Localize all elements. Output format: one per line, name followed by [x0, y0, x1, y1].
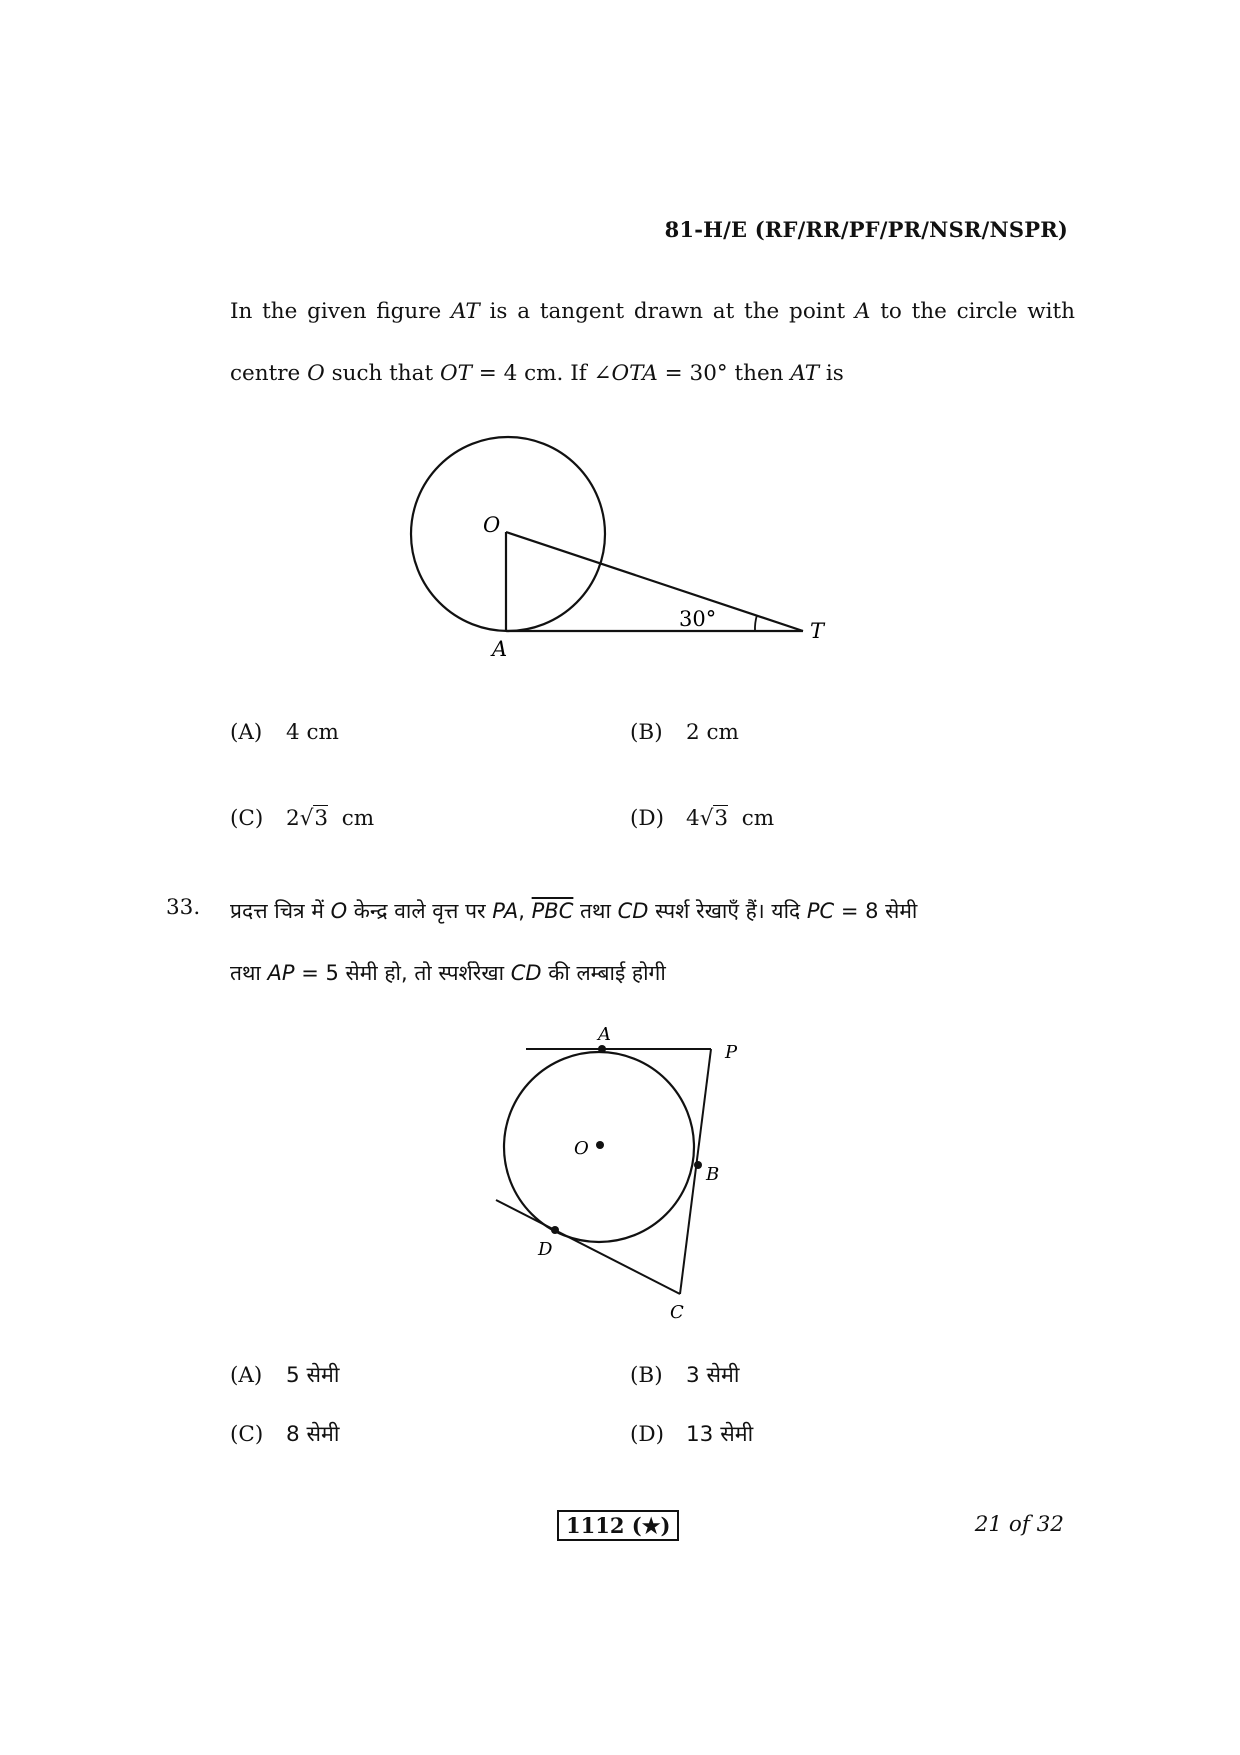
q32-option-b[interactable]: (B) 2 cm — [630, 720, 739, 745]
booklet-code-box: 1112 (★) — [557, 1510, 679, 1541]
label-b: B — [706, 1164, 720, 1185]
label-a: A — [492, 637, 508, 661]
question-32-line-2: centre O such that OT = 4 cm. If ∠OTA = 30° then AT is — [230, 361, 844, 386]
point-b — [694, 1161, 702, 1169]
angle-label: 30° — [679, 607, 717, 631]
point-a — [598, 1045, 606, 1053]
question-33-number: 33. — [166, 895, 201, 920]
point-o — [596, 1141, 604, 1149]
label-c: C — [670, 1302, 684, 1323]
label-t: T — [810, 619, 825, 643]
q32-option-a[interactable]: (A) 4 cm — [230, 720, 339, 745]
q32-option-c[interactable]: (C) 2√3 cm — [230, 806, 375, 831]
q32-option-d[interactable]: (D) 4√3 cm — [630, 806, 775, 831]
question-33-line-2: तथा AP = 5 सेमी हो, तो स्पर्शरेखा CD की लम्बाई होगी — [230, 961, 666, 985]
label-d: D — [538, 1239, 553, 1260]
page-number: 21 of 32 — [974, 1512, 1064, 1537]
point-d — [551, 1226, 559, 1234]
label-a-q33: A — [598, 1024, 611, 1045]
label-o: O — [483, 513, 501, 537]
paper-code: 81-H/E (RF/RR/PF/PR/NSR/NSPR) — [664, 217, 1068, 242]
q33-option-d[interactable]: (D) 13 सेमी — [630, 1422, 754, 1447]
question-32-line-1: In the given figure AT is a tangent drawn at the point A to the circle with — [230, 299, 1076, 324]
q33-option-b[interactable]: (B) 3 सेमी — [630, 1363, 740, 1388]
q33-option-a[interactable]: (A) 5 सेमी — [230, 1363, 340, 1388]
question-33-line-1: प्रदत्त चित्र में O केन्द्र वाले वृत्त पर PA, $\overline{PBC}$ तथा CD स्पर्श रेखाएँ हैं। यदि PC = 8 सेमी — [230, 899, 918, 923]
tangent-cd — [496, 1200, 680, 1294]
label-p: P — [725, 1042, 738, 1063]
label-o-q33: O — [574, 1138, 589, 1159]
q33-option-c[interactable]: (C) 8 सेमी — [230, 1422, 340, 1447]
